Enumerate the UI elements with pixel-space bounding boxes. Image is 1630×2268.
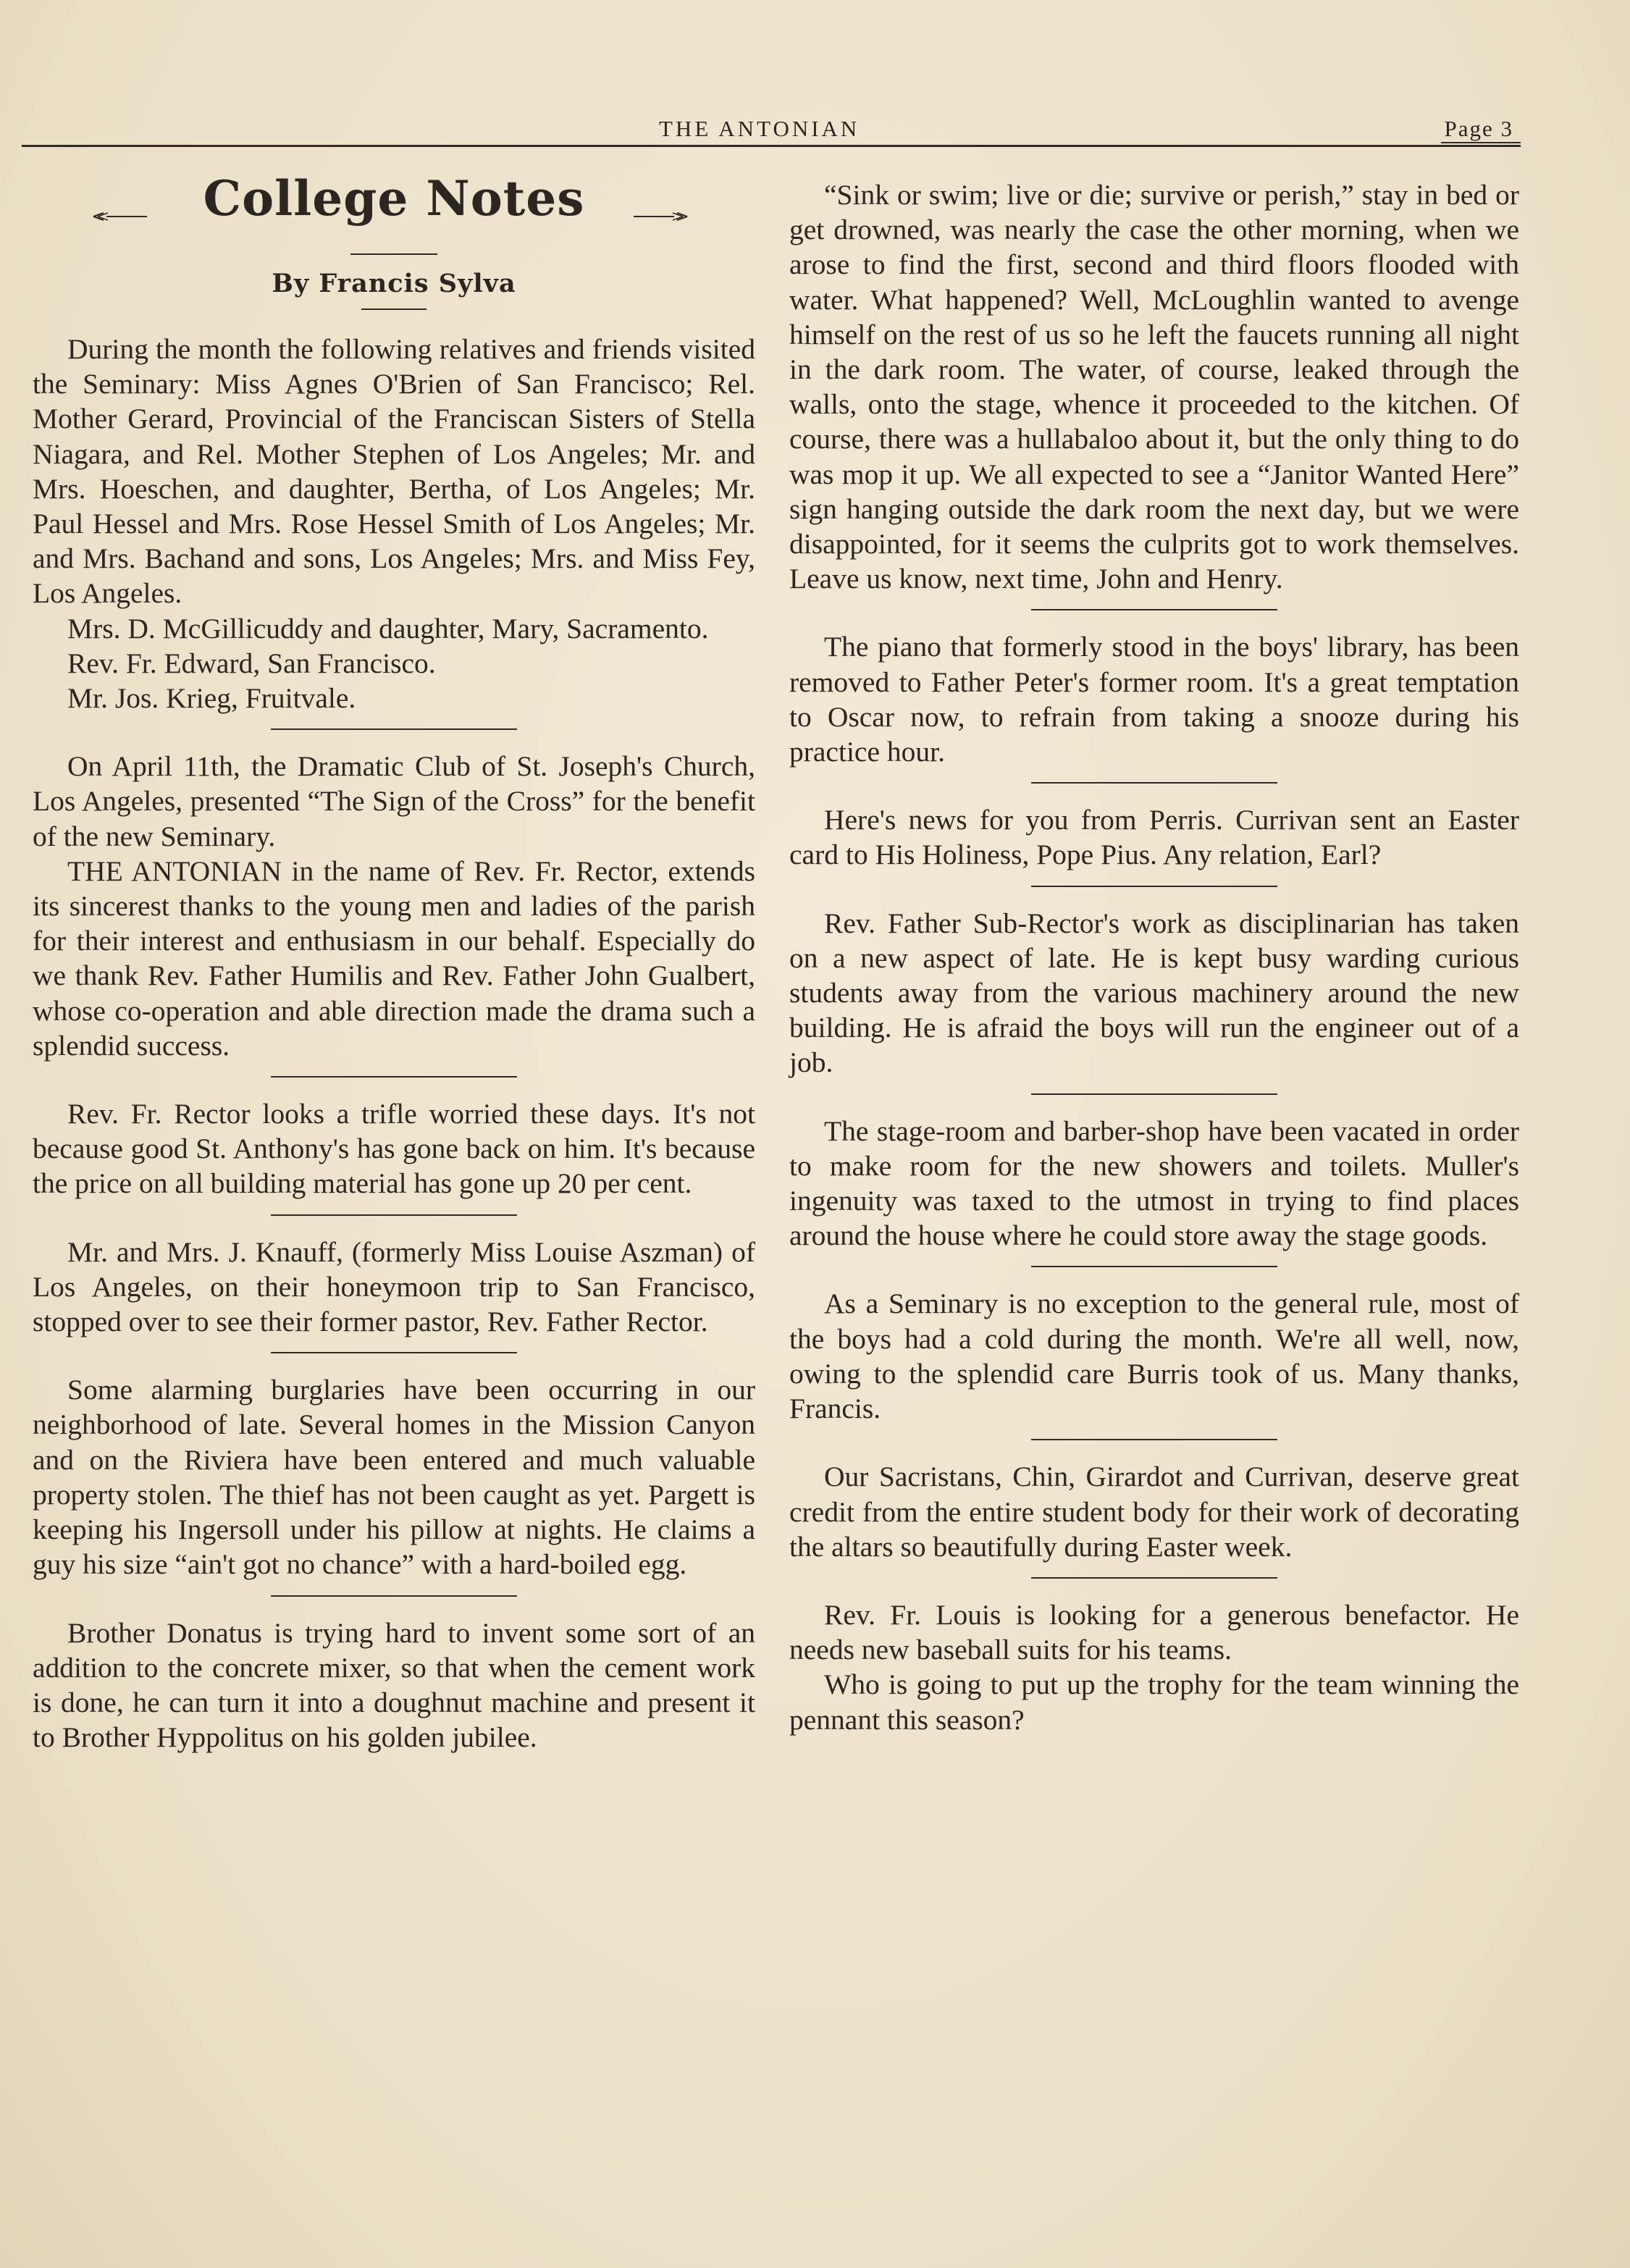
paragraph: As a Seminary is no exception to the general rule, most of the boys had a cold during the month. We're all well, now, owing to the splendid care Burris took of us. Many thanks, Francis. xyxy=(789,1288,1519,1425)
byline-rule xyxy=(361,308,427,310)
section-divider xyxy=(1031,782,1277,784)
section-divider xyxy=(271,1352,517,1353)
page-number: Page 3 xyxy=(1444,116,1513,141)
section-divider xyxy=(271,1076,517,1078)
article-title: College Notes xyxy=(203,170,585,227)
section-divider xyxy=(1031,1093,1277,1095)
paragraph: On April 11th, the Dramatic Club of St. Joseph's Church, Los Angeles, presented “The Sign of the Cross” for the benefit of the new Seminary. xyxy=(33,750,755,852)
header-rule xyxy=(22,145,1521,147)
paragraph: “Sink or swim; live or die; survive or perish,” stay in bed or get drowned, was nearly the case the other morning, when we arose to find the first, second and third floors flooded with water. What happened? Well, McLoughlin wanted to avenge himself on the rest of us so he left the faucets running all night in the dark room. The water, of course, leaked through the walls, onto the stage, whence it proceeded to the kitchen. Of course, there was a hullabaloo about it, but the only thing to do was mop it up. We all expected to see a “Janitor Wanted Here” sign hanging outside the dark room the next day, but we were disappointed, for it seems the culprits got to work themselves. Leave us know, next time, John and Henry. xyxy=(789,179,1519,595)
paragraph: Who is going to put up the trophy for the team winning the pennant this season? xyxy=(789,1668,1519,1736)
page-header xyxy=(22,109,1521,152)
section-divider xyxy=(1031,1266,1277,1267)
title-rule xyxy=(350,253,437,255)
right-column xyxy=(789,177,1519,1737)
paragraph: Here's news for you from Perris. Currivan sent an Easter card to His Holiness, Pope Pius. Any relation, Earl? xyxy=(789,804,1519,871)
publication-title: THE ANTONIAN xyxy=(659,116,860,141)
paragraph: The piano that formerly stood in the boys' library, has been removed to Father Peter's former room. It's a great temptation to Oscar now, to refrain from taking a snooze during his practice hour. xyxy=(789,631,1519,768)
paragraph: THE ANTONIAN in the name of Rev. Fr. Rector, extends its sincerest thanks to the young men and ladies of the parish for their interest and enthusiasm in our behalf. Especially do we thank Rev. Father Humilis and Rev. Father John Gualbert, whose co-operation and able direction made the drama such a splendid success. xyxy=(33,854,755,1062)
section-divider xyxy=(271,1595,517,1597)
paragraph: Brother Donatus is trying hard to invent some sort of an addition to the concrete mixer, so that when the cement work is done, he can turn it into a doughnut machine and present it to Brother Hyppolitus on his golden jubilee. xyxy=(33,1616,755,1754)
paragraph: Some alarming burglaries have been occurring in our neighborhood of late. Several homes in the Mission Canyon and on the Riviera have been entered and much valuable property stolen. The thief has not been caught as yet. Pargett is keeping his Ingersoll under his pillow at nights. He claims a guy his size “ain't got no chance” with a hard-boiled egg. xyxy=(33,1374,755,1581)
article-headline xyxy=(33,170,755,253)
section-divider xyxy=(1031,609,1277,610)
paragraph: Mrs. D. McGillicuddy and daughter, Mary, Sacramento. xyxy=(67,612,709,644)
byline: By Francis Sylva xyxy=(272,269,516,298)
paragraph: Our Sacristans, Chin, Girardot and Currivan, deserve great credit from the entire student body for their work of decorating the altars so beautifully during Easter week. xyxy=(789,1461,1519,1563)
paragraph: Mr. Jos. Krieg, Fruitvale. xyxy=(67,682,356,715)
left-arrow-ornament xyxy=(91,211,148,222)
section-divider xyxy=(1031,1439,1277,1440)
right-arrow-ornament xyxy=(632,211,690,222)
section-divider xyxy=(271,1214,517,1216)
page-number-underline xyxy=(1441,142,1521,143)
paragraph: Rev. Fr. Edward, San Francisco. xyxy=(67,647,436,679)
paragraph: Mr. and Mrs. J. Knauff, (formerly Miss Louise Aszman) of Los Angeles, on their honeymoon trip to San Francisco, stopped over to see their former pastor, Rev. Father Rector. xyxy=(33,1235,755,1338)
paragraph: The stage-room and barber-shop have been vacated in order to make room for the new showers and toilets. Muller's ingenuity was taxed to the utmost in trying to find places around the house where he could store away the stage goods. xyxy=(789,1114,1519,1252)
paragraph: Rev. Father Sub-Rector's work as disciplinarian has taken on a new aspect of late. He is kept busy warding curious students away from the various machinery around the new building. He is afraid the boys will run the engineer out of a job. xyxy=(789,907,1519,1079)
paragraph: During the month the following relatives and friends visited the Seminary: Miss Agnes O'Brien of San Francisco; Rel. Mother Gerard, Provincial of the Franciscan Sisters of Stella Niagara, and Rel. Mother Stephen of Los Angeles; Mr. and Mrs. Hoeschen, and daughter, Bertha, of Los Angeles; Mr. Paul Hessel and Mrs. Rose Hessel Smith of Los Angeles; Mr. and Mrs. Bachand and sons, Los Angeles; Mrs. and Miss Fey, Los Angeles. xyxy=(33,333,755,610)
section-divider xyxy=(271,728,517,730)
section-divider xyxy=(1031,886,1277,887)
section-divider xyxy=(1031,1577,1277,1579)
paragraph: Rev. Fr. Rector looks a trifle worried these days. It's not because good St. Anthony's has gone back on him. It's because the price on all building material has gone up 20 per cent. xyxy=(33,1098,755,1200)
left-column xyxy=(33,170,755,1755)
paragraph: Rev. Fr. Louis is looking for a generous benefactor. He needs new baseball suits for his teams. xyxy=(789,1598,1519,1666)
